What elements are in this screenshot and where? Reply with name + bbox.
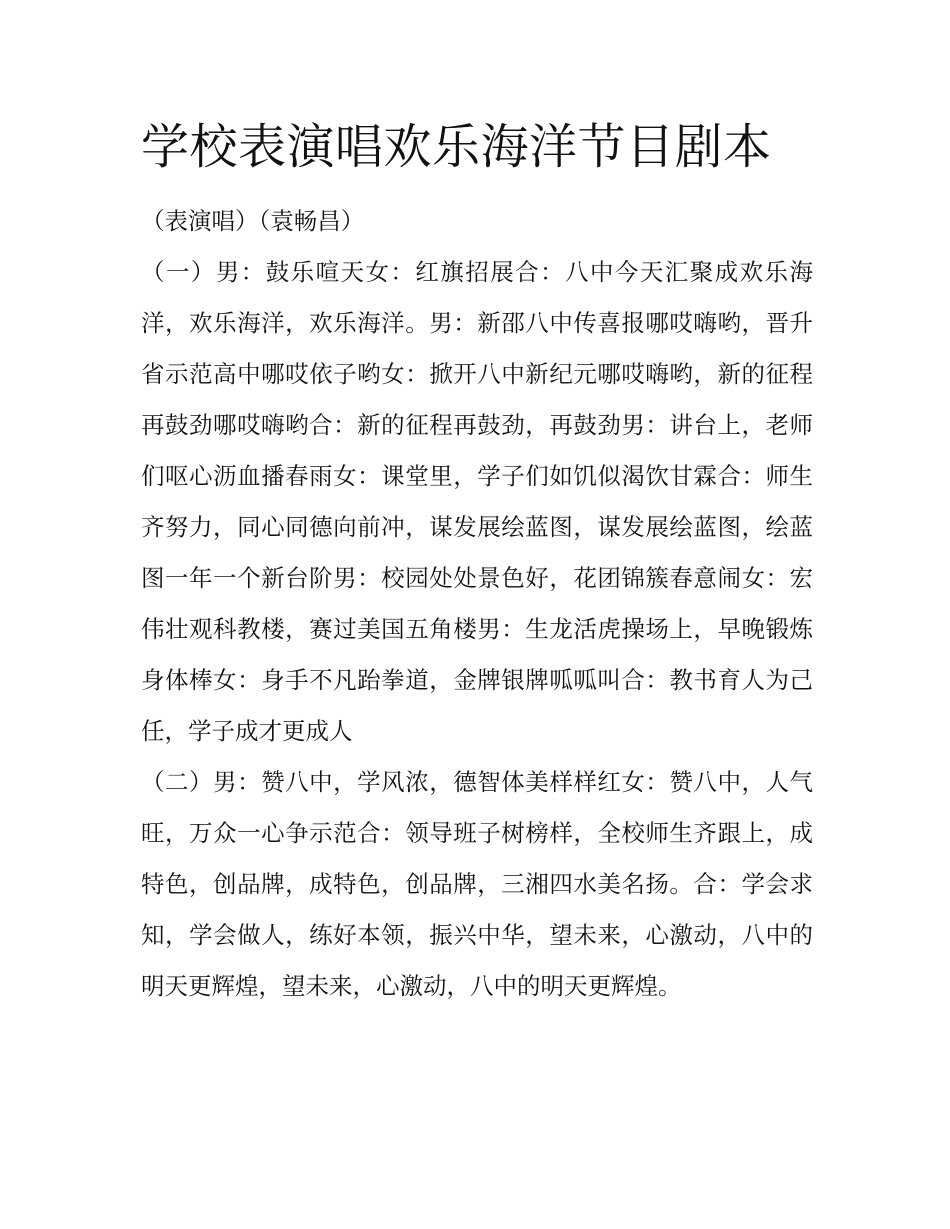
document-body [141,112,813,1012]
byline: （表演唱）（袁畅昌） [141,207,365,235]
document-title: 学校表演唱欢乐海洋节目剧本 [141,119,772,175]
paragraph-part-two: （二）男：赞八中，学风浓，德智体美样样红女：赞八中，人气旺，万众一心争示范合：领导班子树榜样，全校师生齐跟上，成特色，创品牌，成特色，创品牌，三湘四水美名扬。合：学会求知，学会做人，练好本领，振兴中华，望未来，心激动，八中的明天更辉煌，望未来，心激动，八中的明天更辉煌。 [141,768,813,1000]
paragraph-part-one: （一）男：鼓乐喧天女：红旗招展合：八中今天汇聚成欢乐海洋，欢乐海洋，欢乐海洋。男：新邵八中传喜报哪哎嗨哟，晋升省示范高中哪哎依子哟女：掀开八中新纪元哪哎嗨哟，新的征程再鼓劲哪哎嗨哟合：新的征程再鼓劲，再鼓劲男：讲台上，老师们呕心沥血播春雨女：课堂里，学子们如饥似渴饮甘霖合：师生齐努力，同心同德向前冲，谋发展绘蓝图，谋发展绘蓝图，绘蓝图一年一个新台阶男：校园处处景色好，花团锦簇春意闹女：宏伟壮观科教楼，赛过美国五角楼男：生龙活虎操场上，早晚锻炼身体棒女：身手不凡跆拳道，金牌银牌呱呱叫合：教书育人为己任，学子成才更成人 [141,258,813,745]
